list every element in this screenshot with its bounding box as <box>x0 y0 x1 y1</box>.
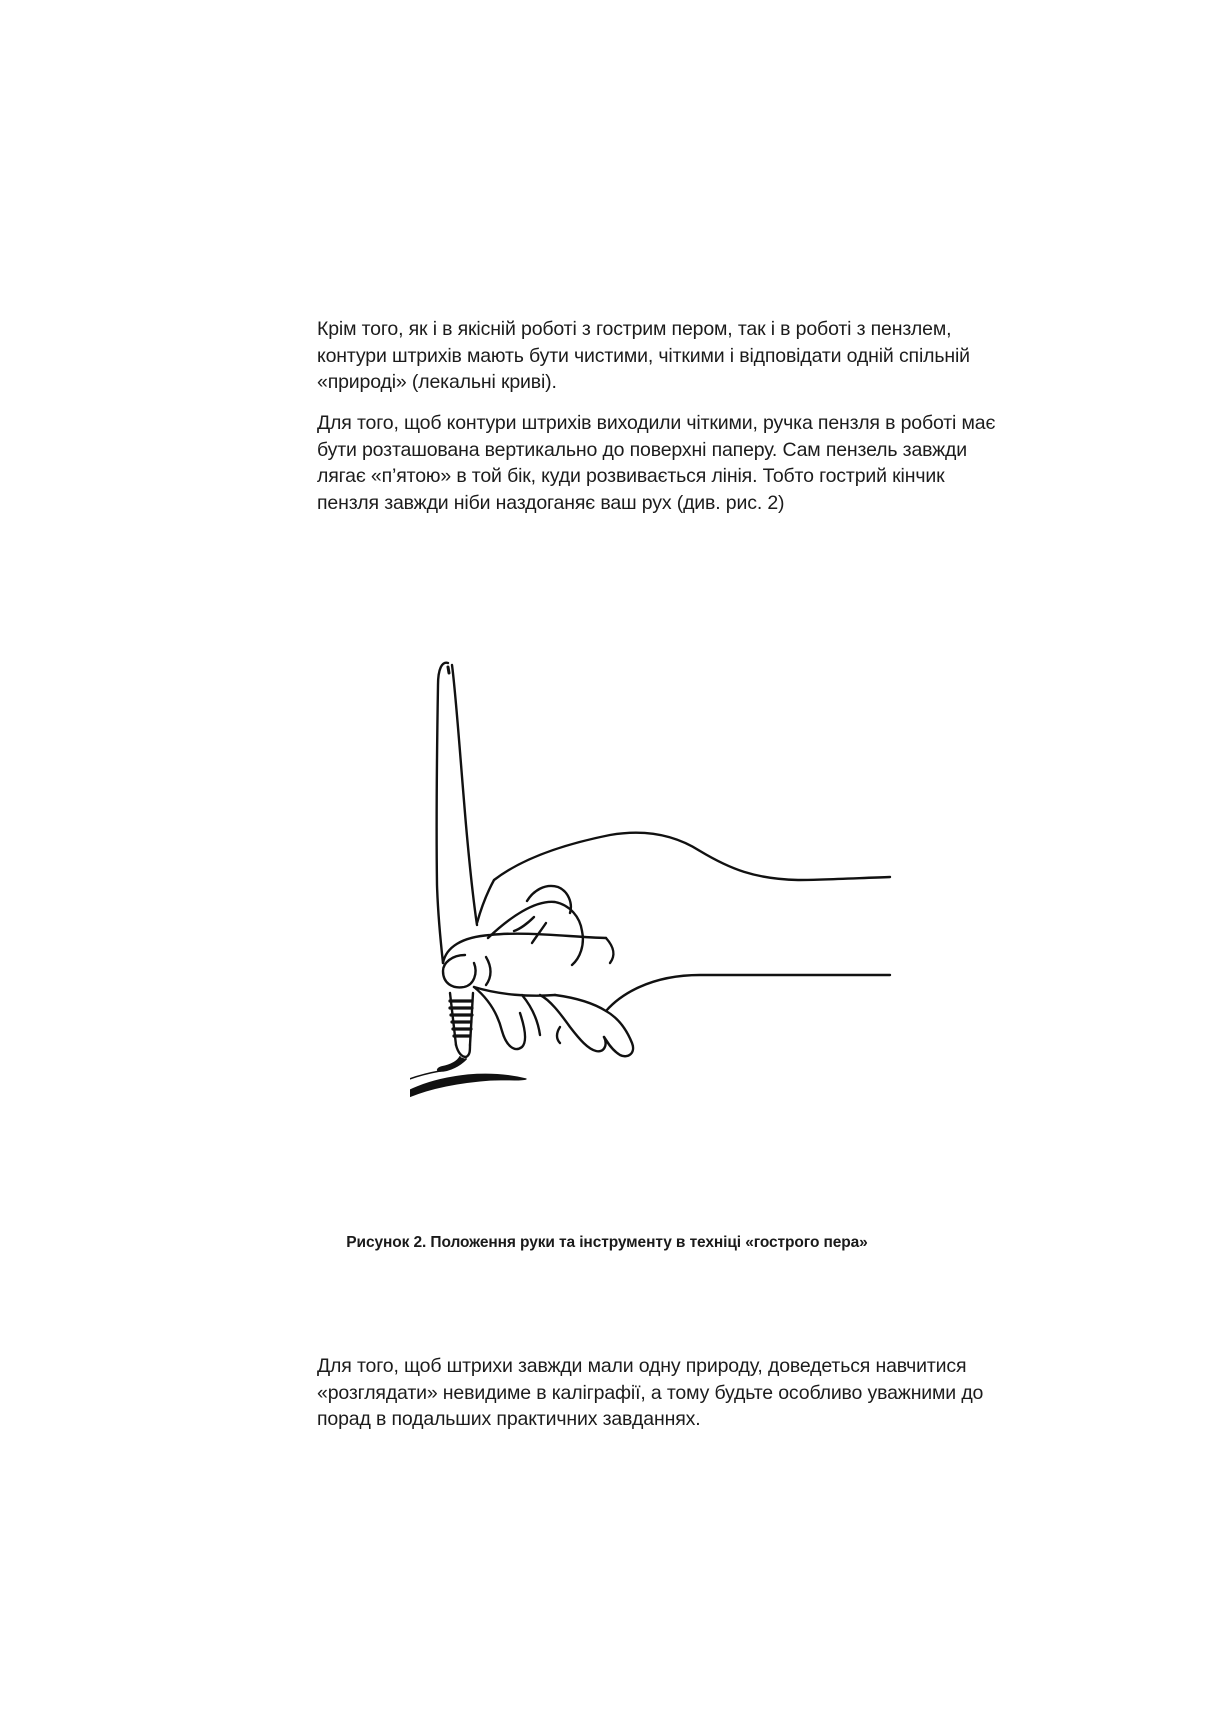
ink-stroke <box>410 1074 526 1109</box>
hand-back <box>477 833 890 923</box>
brush-handle-edge <box>452 665 477 925</box>
hand-brush-illustration <box>410 655 900 1155</box>
brush-tip <box>438 1057 466 1071</box>
paragraph-text: Для того, щоб контури штрихів виходили чіткими, ручка пензля в роботі має бути розташована вертикально до поверхні паперу. Сам пензель завжди лягає «п’ятою» в той бік, куди розвивається лінія. Тобто гострий кінчик пензля завжди ніби наздоганяє ваш рух (див. рис. 2) <box>317 412 996 514</box>
paragraph-text: Крім того, як і в якісній роботі з гострим пером, так і в роботі з пензлем, контури штрихів мають бути чистими, чіткими і відповідати одній спільній «природі» (лекальні криві). <box>317 318 970 393</box>
little-finger <box>555 995 633 1056</box>
figure-caption: Рисунок 2. Положення руки та інструменту в техніці «гострого пера» <box>346 1234 868 1251</box>
paragraph-brush-position <box>317 410 999 516</box>
paragraph-stroke-nature <box>317 1353 999 1433</box>
brush-handle <box>437 663 448 963</box>
ring-finger <box>540 995 606 1051</box>
paragraph-text: Для того, щоб штрихи завжди мали одну природу, доведеться навчитися «розглядати» невидиме в каліграфії, а тому будьте особливо уважними до порад в подальших практичних завданнях. <box>317 1355 984 1430</box>
paragraph-clean-contours <box>317 316 999 396</box>
